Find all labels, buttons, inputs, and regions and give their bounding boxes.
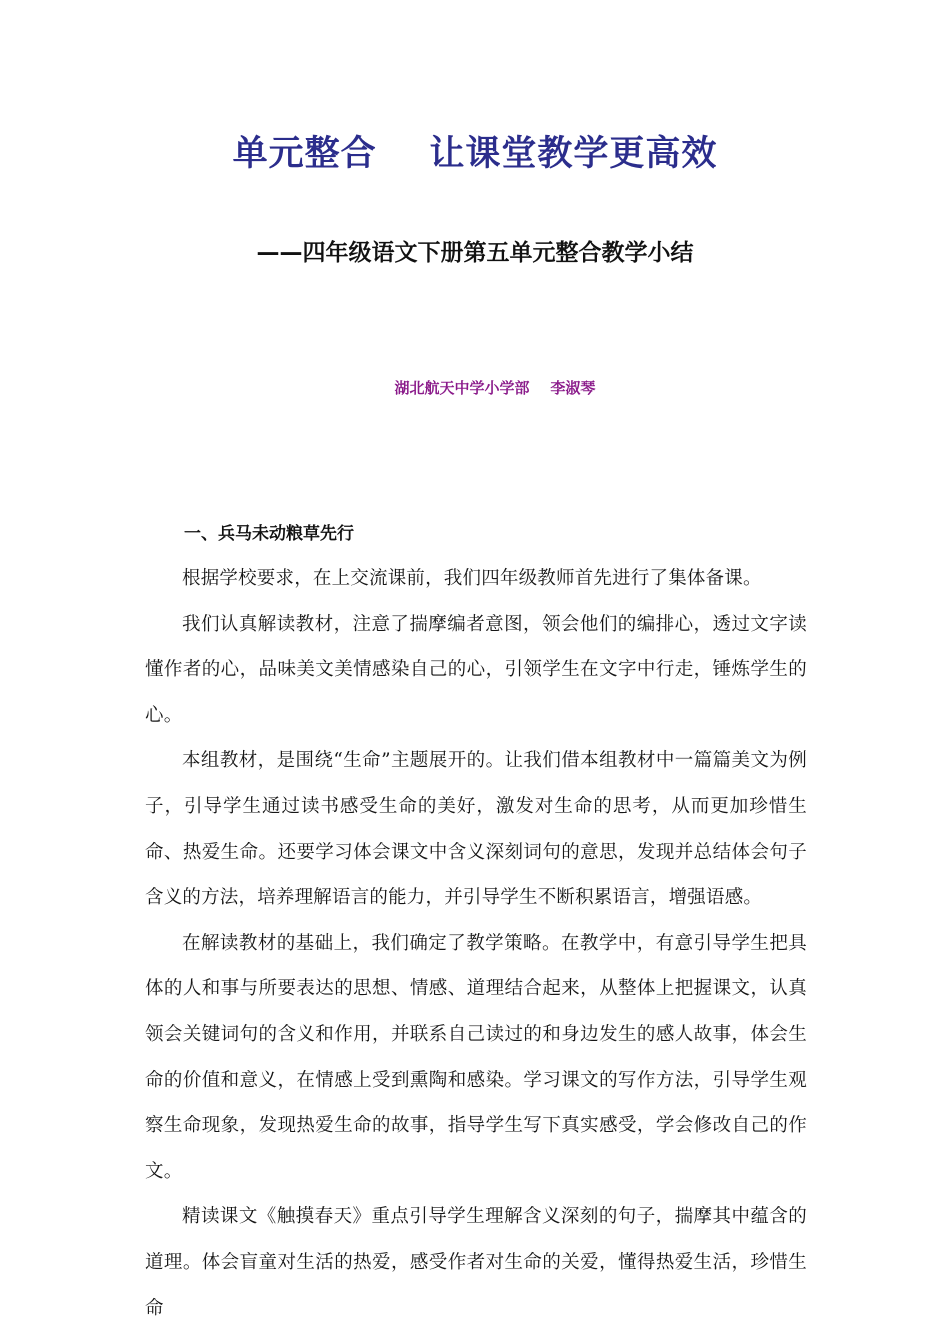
section-heading: 一、兵马未动粮草先行: [184, 524, 354, 544]
document-body: [145, 556, 807, 1331]
paragraph: 根据学校要求，在上交流课前，我们四年级教师首先进行了集体备课。: [182, 568, 762, 589]
paragraph: 本组教材，是围绕“生命”主题展开的。让我们借本组教材中一篇篇美文为例子，引导学生通过读书感受生命的美好，激发对生命的思考，从而更加珍惜生命、热爱生命。还要学习体会课文中含义深刻词句的意思，发现并总结体会句子含义的方法，培养理解语言的能力，并引导学生不断积累语言，增强语感。: [145, 750, 807, 909]
paragraph: 精读课文《触摸春天》重点引导学生理解含义深刻的句子，揣摩其中蕴含的道理。体会盲童对生活的热爱，感受作者对生命的关爱，懂得热爱生活，珍惜生命: [145, 1206, 807, 1319]
paragraph: 我们认真解读教材，注意了揣摩编者意图，领会他们的编排心，透过文字读懂作者的心，品味美文美情感染自己的心，引领学生在文字中行走，锤炼学生的心。: [145, 613, 807, 726]
author-line: 湖北航天中学小学部 李淑琴: [394, 379, 596, 397]
document-title: 单元整合 让课堂教学更高效: [232, 134, 718, 174]
document-subtitle: ——四年级语文下册第五单元整合教学小结: [256, 240, 694, 266]
paragraph: 在解读教材的基础上，我们确定了教学策略。在教学中，有意引导学生把具体的人和事与所要表达的思想、情感、道理结合起来，从整体上把握课文，认真领会关键词句的含义和作用，并联系自己读过的和身边发生的感人故事，体会生命的价值和意义，在情感上受到熏陶和感染。学习课文的写作方法，引导学生观察生命现象，发现热爱生命的故事，指导学生写下真实感受，学会修改自己的作文。: [145, 932, 807, 1182]
